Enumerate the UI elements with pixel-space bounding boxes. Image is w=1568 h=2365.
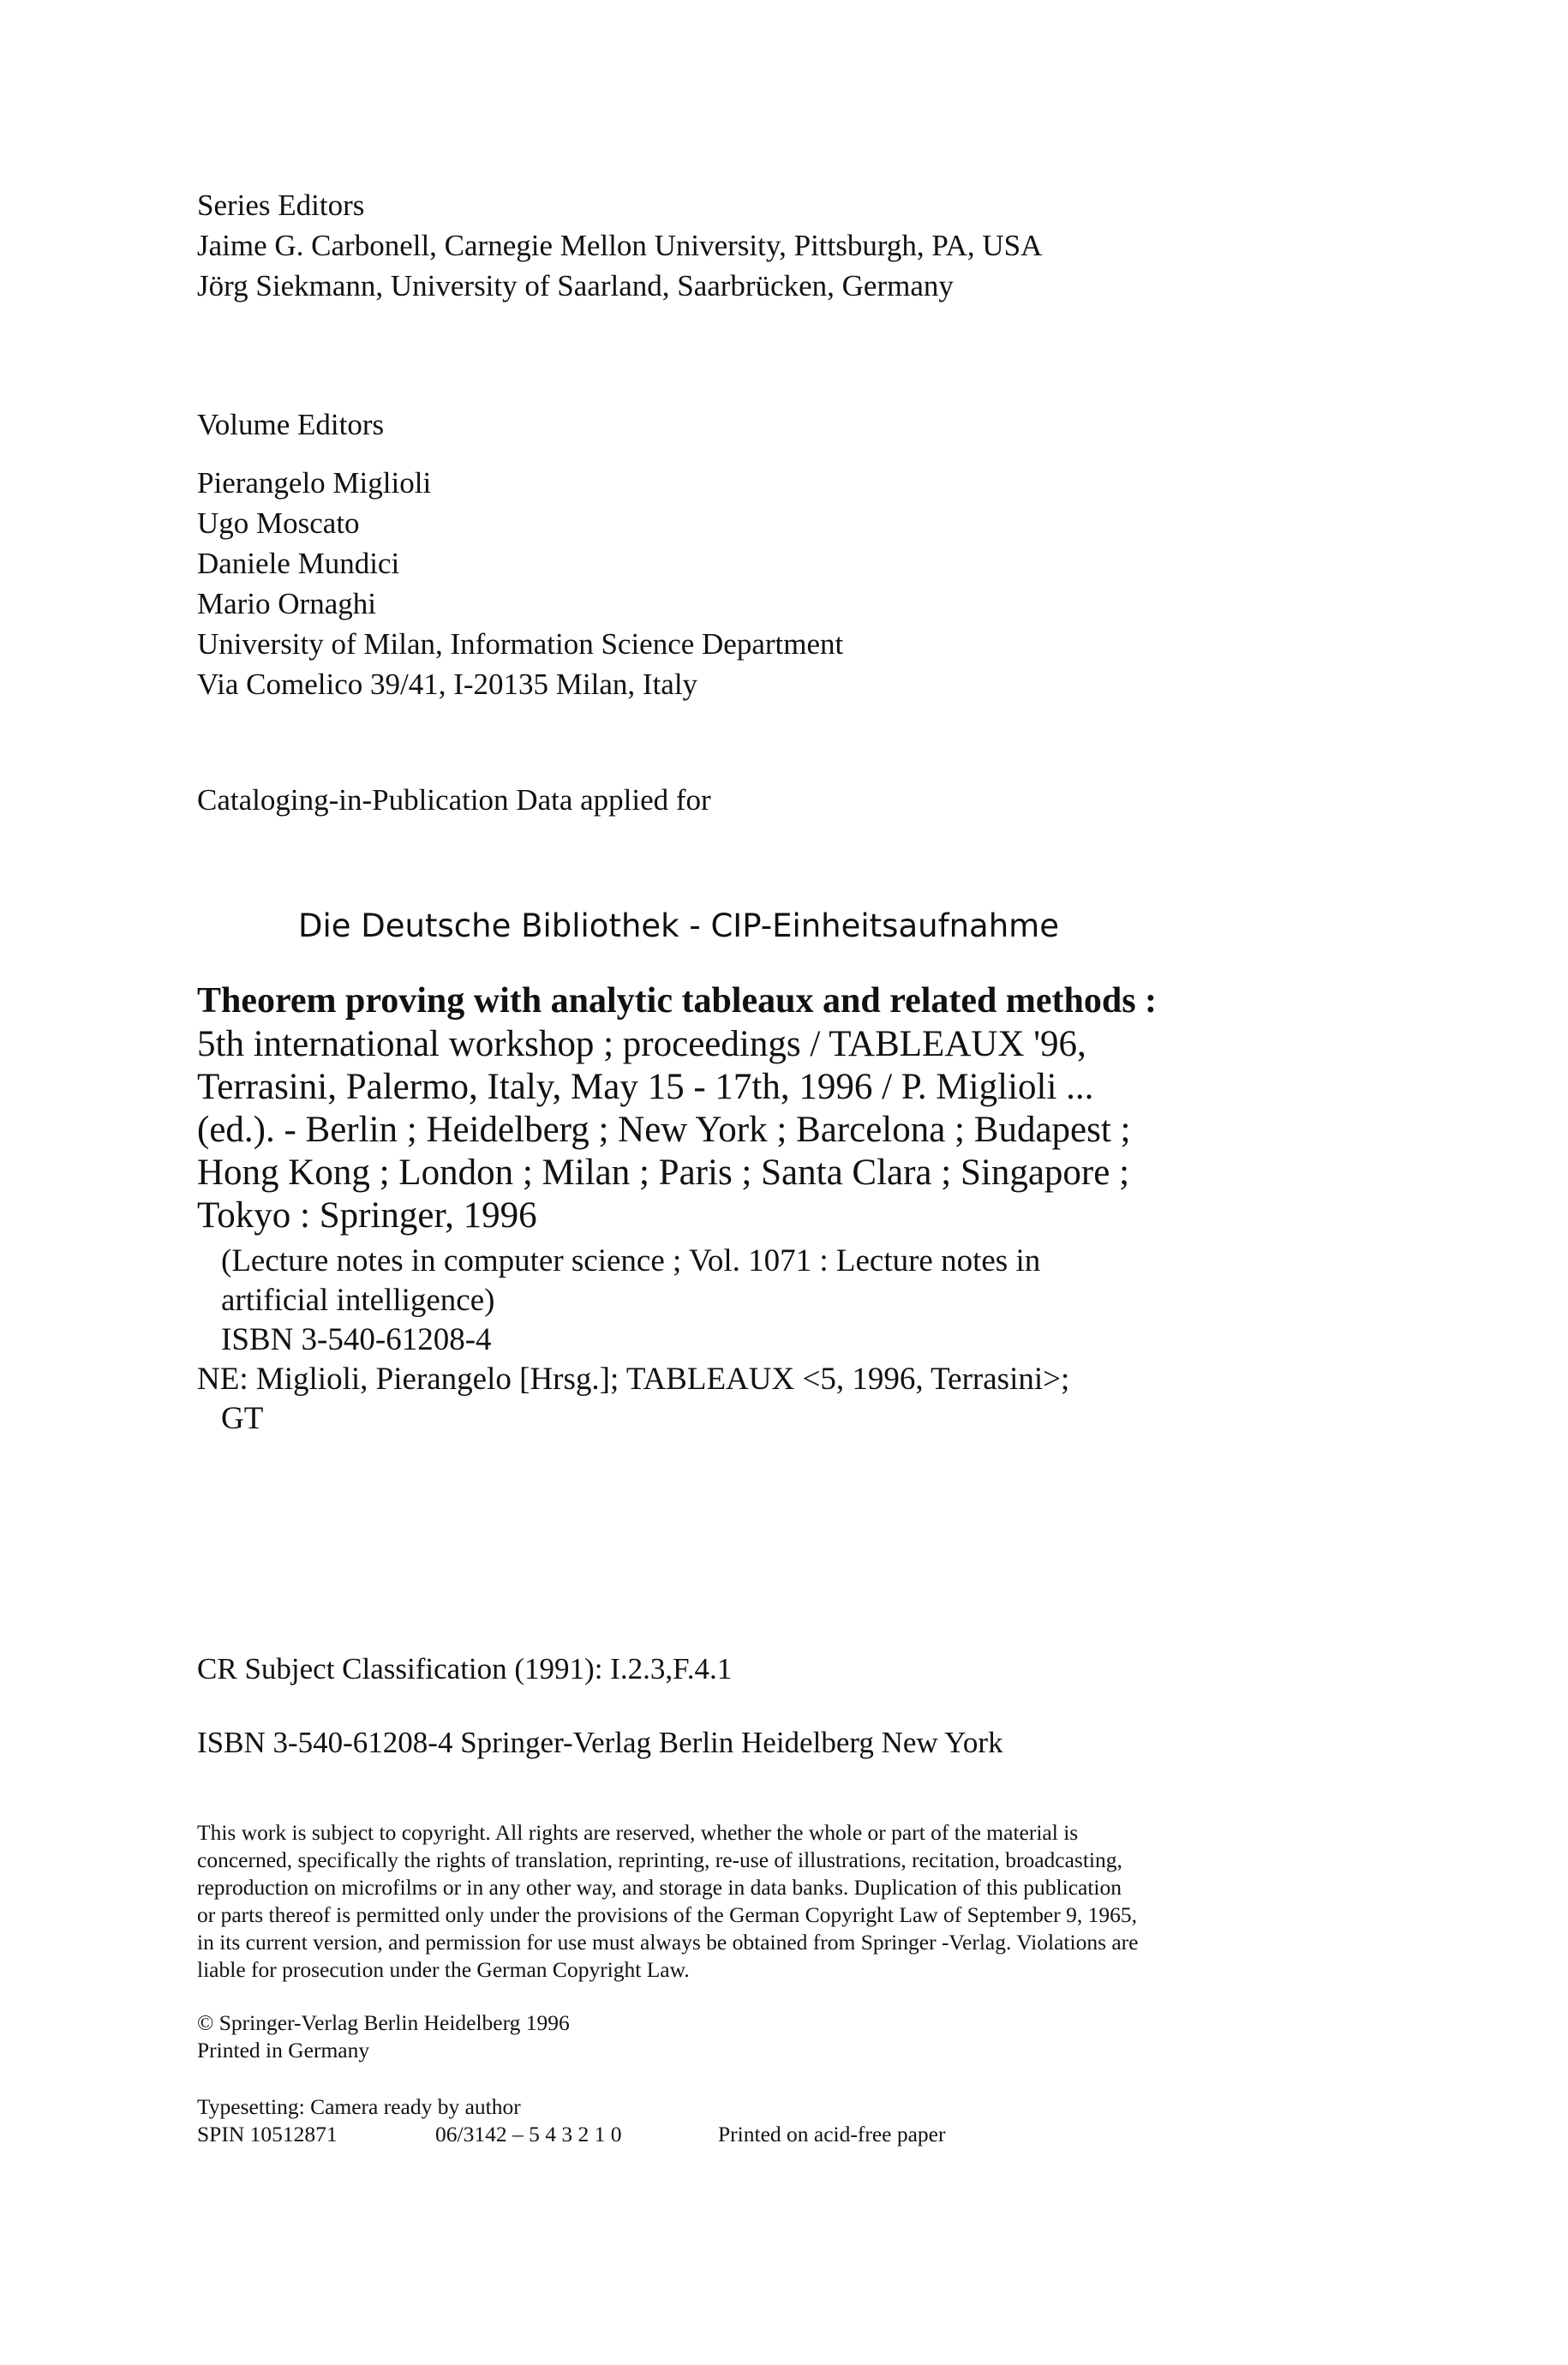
cip-series-line: (Lecture notes in computer science ; Vol. 1071 : Lecture notes in: [221, 1243, 1041, 1278]
cip-record-line: Tokyo : Springer, 1996: [197, 1195, 537, 1236]
print-code: 06/3142 – 5 4 3 2 1 0: [435, 2122, 622, 2146]
isbn-line: ISBN 3-540-61208-4 Springer-Verlag Berlin Heidelberg New York: [197, 1726, 1003, 1759]
cip-note: Cataloging-in-Publication Data applied for: [197, 783, 711, 817]
volume-editor-line: Ugo Moscato: [197, 506, 360, 540]
cip-record-line: Hong Kong ; London ; Milan ; Paris ; Santa Clara ; Singapore ;: [197, 1153, 1130, 1193]
volume-editor-line: University of Milan, Information Science Department: [197, 627, 844, 661]
cip-ne-line: NE: Miglioli, Pierangelo [Hrsg.]; TABLEAUX <5, 1996, Terrasini>;: [197, 1362, 1070, 1397]
volume-editor-line: Daniele Mundici: [197, 547, 400, 580]
series-editor-line: Jörg Siekmann, University of Saarland, Saarbrücken, Germany: [197, 269, 954, 302]
cip-record-line: 5th international workshop ; proceedings / TABLEAUX '96,: [197, 1024, 1086, 1064]
copyright-notice-line: liable for prosecution under the German Copyright Law.: [197, 1957, 690, 1982]
series-editor-line: Jaime G. Carbonell, Carnegie Mellon University, Pittsburgh, PA, USA: [197, 229, 1043, 262]
volume-editor-line: Mario Ornaghi: [197, 587, 376, 620]
acid-free-note: Printed on acid-free paper: [718, 2122, 946, 2146]
copyright-notice-line: This work is subject to copyright. All rights are reserved, whether the whole or part of the material is: [197, 1820, 1079, 1845]
cip-isbn-line: ISBN 3-540-61208-4: [221, 1322, 492, 1357]
copyright-line: © Springer-Verlag Berlin Heidelberg 1996: [197, 2010, 570, 2035]
cip-title: Theorem proving with analytic tableaux and related methods :: [197, 981, 1158, 1021]
cip-record-line: Terrasini, Palermo, Italy, May 15 - 17th, 1996 / P. Miglioli ...: [197, 1067, 1094, 1107]
cip-series-line: artificial intelligence): [221, 1283, 495, 1318]
copyright-notice-line: reproduction on microfilms or in any other way, and storage in data banks. Duplication of this publication: [197, 1875, 1122, 1900]
printed-in: Printed in Germany: [197, 2038, 370, 2063]
cip-gt: GT: [221, 1401, 264, 1436]
copyright-notice-line: concerned, specifically the rights of translation, reprinting, re-use of illustrations, recitation, broadcasting,: [197, 1847, 1122, 1872]
volume-editor-line: Pierangelo Miglioli: [197, 466, 432, 500]
series-editors-heading: Series Editors: [197, 189, 365, 222]
cip-heading: Die Deutsche Bibliothek - CIP-Einheitsaufnahme: [298, 907, 1059, 944]
cip-record-line: (ed.). - Berlin ; Heidelberg ; New York ; Barcelona ; Budapest ;: [197, 1110, 1131, 1150]
volume-editor-line: Via Comelico 39/41, I-20135 Milan, Italy: [197, 668, 698, 701]
typesetting-line: Typesetting: Camera ready by author: [197, 2094, 521, 2119]
copyright-notice-line: in its current version, and permission for use must always be obtained from Springer -Verlag. Violations are: [197, 1930, 1139, 1955]
volume-editors-heading: Volume Editors: [197, 408, 385, 441]
copyright-notice-line: or parts thereof is permitted only under the provisions of the German Copyright Law of September 9, 1965,: [197, 1902, 1137, 1927]
spin-number: SPIN 10512871: [197, 2122, 338, 2146]
cr-classification: CR Subject Classification (1991): I.2.3,F.4.1: [197, 1652, 733, 1685]
